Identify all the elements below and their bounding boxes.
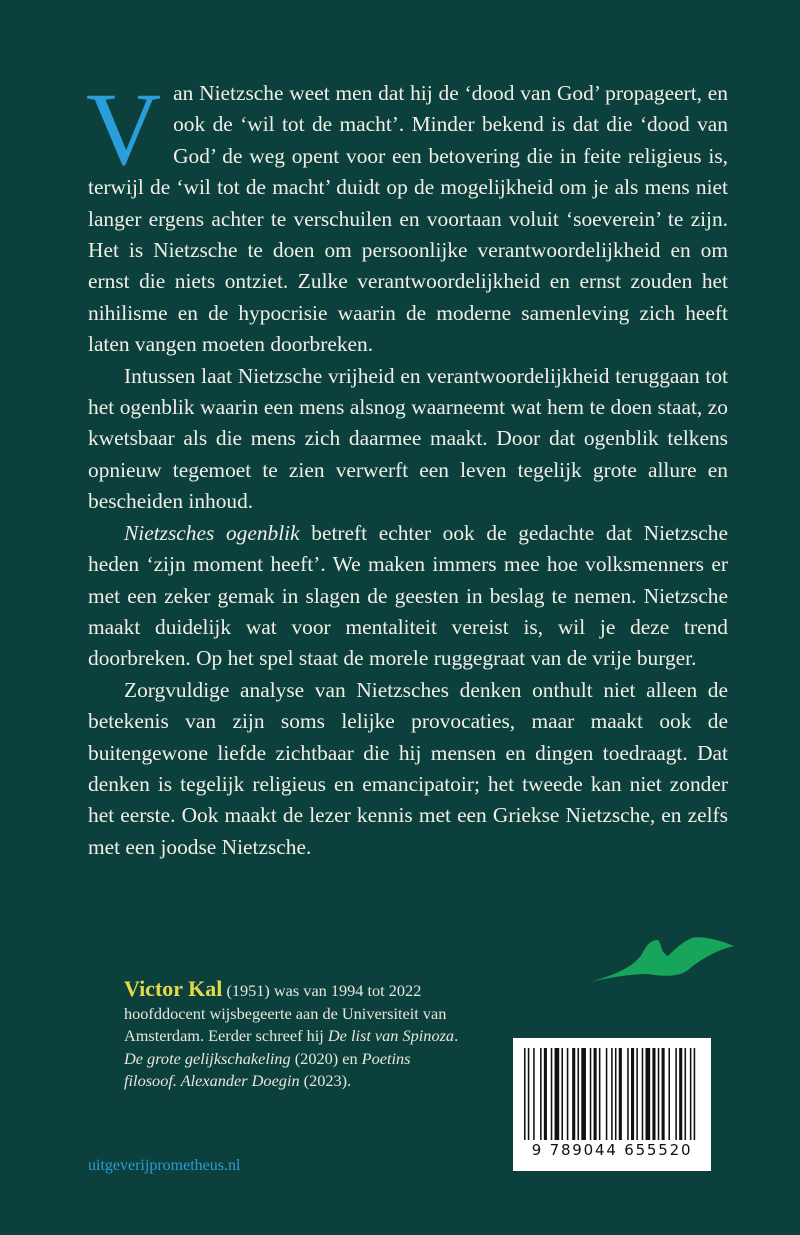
book-title: Nietzsches ogenblik (124, 520, 300, 545)
barcode-bar (631, 1048, 634, 1140)
barcode-bar (599, 1048, 601, 1140)
author-book-3: Poetins filosoof. Alexander Doegin (124, 1048, 411, 1091)
blurb-paragraph-2: Intussen laat Nietzsche vrijheid en verantwoordelijkheid teruggaan tot het ogenblik waarin een mens alsnog waarneemt wat hem te doen staat, zo kwetsbaar als die mens zich daarmee maakt. Door dat ogenblik telkens opnieuw tegemoet te zien verwerft een leven tegelijk grote allure en bescheiden inhoud. (88, 363, 728, 514)
author-bio-separator: . (454, 1026, 459, 1046)
author-bio-text-2: (2020) en (290, 1048, 362, 1068)
isbn-number: 9 789044 655520 (531, 1141, 693, 1159)
barcode-bar (615, 1048, 617, 1140)
barcode-bar (627, 1048, 629, 1140)
barcode-bar (540, 1048, 542, 1140)
barcode-bar (578, 1048, 580, 1140)
barcode-bar (561, 1048, 563, 1140)
barcode-bar (567, 1048, 569, 1140)
barcode-bar (581, 1048, 586, 1140)
barcode-bar (658, 1048, 660, 1140)
barcode-bar (619, 1048, 622, 1140)
barcode-bar (652, 1048, 655, 1140)
isbn-barcode (513, 1038, 711, 1171)
barcode-bars (524, 1048, 700, 1140)
barcode-bar (685, 1048, 687, 1140)
barcode-bar (642, 1048, 644, 1140)
blurb-paragraph-3 (88, 518, 728, 675)
author-name: Victor Kal (124, 976, 223, 1001)
author-book-1: De list van Spinoza (327, 1026, 455, 1046)
barcode-bar (544, 1048, 547, 1140)
barcode-bar (694, 1048, 696, 1140)
barcode-bar (662, 1048, 665, 1140)
barcode-bar (668, 1048, 670, 1140)
author-book-2: De grote gelijkschakeling (124, 1048, 291, 1068)
barcode-bar (646, 1048, 651, 1140)
drop-cap: V (86, 72, 162, 187)
back-cover-blurb (86, 72, 728, 863)
barcode-bar (590, 1048, 592, 1140)
author-bio-text-3: (2023). (299, 1071, 352, 1091)
barcode-bar (528, 1048, 530, 1140)
publisher-website[interactable]: uitgeverijprometheus.nl (88, 1157, 241, 1174)
barcode-bar (551, 1048, 553, 1140)
barcode-bar (572, 1048, 575, 1140)
barcode-bar (636, 1048, 638, 1140)
blurb-paragraph-4: Zorgvuldige analyse van Nietzsches denken onthult niet alleen de betekenis van zijn soms lelijke provocaties, maar maakt ook de buitengewone liefde zichtbaar die hij mensen en dingen toedraagt. Dat denken is tegelijk religieus en emancipatoir; het tweede kan niet zonder het eerste. Ook maakt de lezer kennis met een Griekse Nietzsche, en zelfs met een joodse Nietzsche. (88, 677, 728, 859)
barcode-bar (594, 1048, 597, 1140)
author-bio (124, 978, 464, 1093)
prometheus-bird-icon (588, 930, 738, 986)
blurb-paragraph-1 (86, 72, 728, 361)
barcode-bar (606, 1048, 608, 1140)
blurb-paragraph-3-text: betreft echter ook de gedachte dat Nietzsche heden ‘zijn moment heeft’. We maken immers mee hoe volksmenners er met een zeker gemak in slagen de geesten in beslag te nemen. Nietzsche maakt duidelijk wat voor mentaliteit vereist is, wil je deze trend doorbreken. Op het spel staat de morele ruggegraat van de vrije burger. (88, 520, 728, 671)
barcode-bar (690, 1048, 692, 1140)
barcode-bar (533, 1048, 535, 1140)
barcode-bar (524, 1048, 526, 1140)
author-bio-text-1: (1951) was van 1994 tot 2022 hoofddocent wijsbegeerte aan de Universiteit van Amsterdam. Eerder schreef hij (124, 981, 447, 1046)
barcode-bar (679, 1048, 682, 1140)
barcode-bar (675, 1048, 677, 1140)
barcode-bar (611, 1048, 613, 1140)
barcode-bar (555, 1048, 560, 1140)
blurb-paragraph-1-text: an Nietzsche weet men dat hij de ‘dood van God’ propageert, en ook de ‘wil tot de macht’. Minder bekend is dat die ‘dood van God’ de weg opent voor een betovering die in feite religieus is, terwijl de ‘wil tot de macht’ duidt op de mogelijkheid om je als mens niet langer ergens achter te verschuilen en voortaan voluit ‘soeverein’ te zijn. Het is Nietzsche te doen om persoonlijke verantwoordelijkheid en om ernst die niets ontziet. Zulke verantwoordelijkheid en ernst zouden het nihilisme en de hypocrisie waarin de moderne samenleving zich heeft laten vangen moeten doorbreken. (88, 81, 728, 357)
